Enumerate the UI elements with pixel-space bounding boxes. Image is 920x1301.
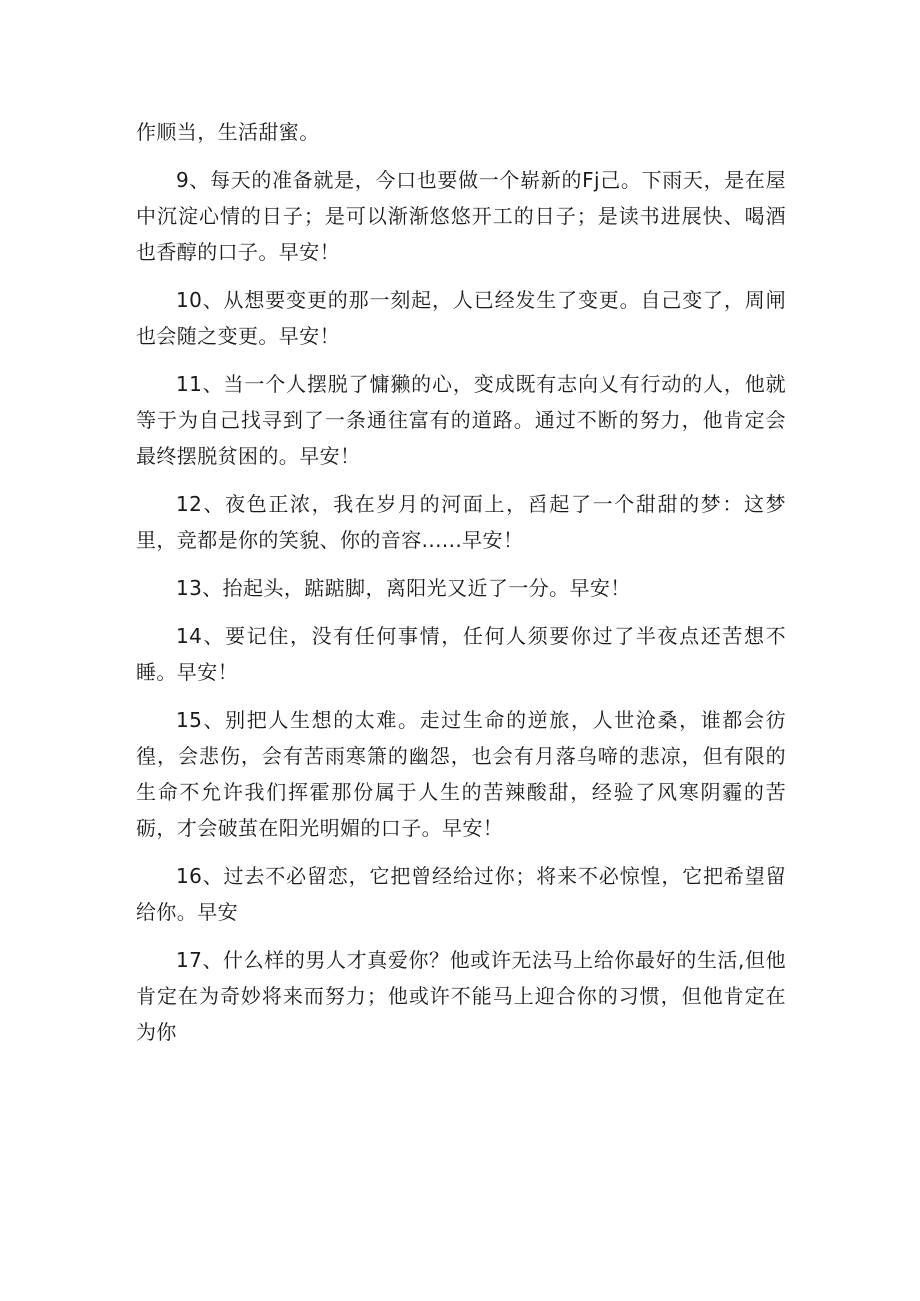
document-body — [136, 114, 786, 1062]
paragraph-15: 15、别把人生想的太难。走过生命的逆旅，人世沧桑，谁都会彷徨，会悲伤，会有苦雨寒箫的幽怨，也会有月落乌啼的悲凉，但有限的生命不允许我们挥霍那份属于人生的苦辣酸甜，经验了风寒阴霾的苦砺，才会破茧在阳光明媚的口子。早安！ — [136, 708, 786, 840]
paragraph-14: 14、要记住，没有任何事情，任何人须要你过了半夜点还苦想不睡。早安！ — [136, 624, 786, 684]
paragraph-16: 16、过去不必留恋，它把曾经给过你；将来不必惊惶，它把希望留给你。早安 — [136, 864, 786, 924]
paragraph-9: 9、每天的准备就是，今口也要做一个崭新的Fj己。下雨天，是在屋中沉淀心情的日子；是可以渐渐悠悠开工的日子；是读书进展快、喝酒也香醇的口子。早安！ — [136, 168, 786, 264]
paragraph-17: 17、什么样的男人才真爱你？他或许无法马上给你最好的生活,但他肯定在为奇妙将来而努力；他或许不能马上迎合你的习惯，但他肯定在为你 — [136, 948, 786, 1044]
paragraph-11: 11、当一个人摆脱了慵獭的心，变成既有志向乂有行动的人，他就等于为自己找寻到了一条通往富有的道路。通过不断的努力，他肯定会最终摆脱贫困的。早安！ — [136, 372, 786, 468]
paragraph-13: 13、抬起头，踮踮脚，离阳光又近了一分。早安！ — [176, 576, 631, 600]
paragraph-10: 10、从想要变更的那一刻起，人已经发生了变更。自己变了，周闸也会随之变更。早安！ — [136, 288, 786, 348]
paragraph-continuation: 作顺当，生活甜蜜。 — [136, 120, 320, 144]
paragraph-12: 12、夜色正浓，我在岁月的河面上，舀起了一个甜甜的梦：这梦里，竞都是你的笑貌、你的音容......早安！ — [136, 492, 786, 552]
